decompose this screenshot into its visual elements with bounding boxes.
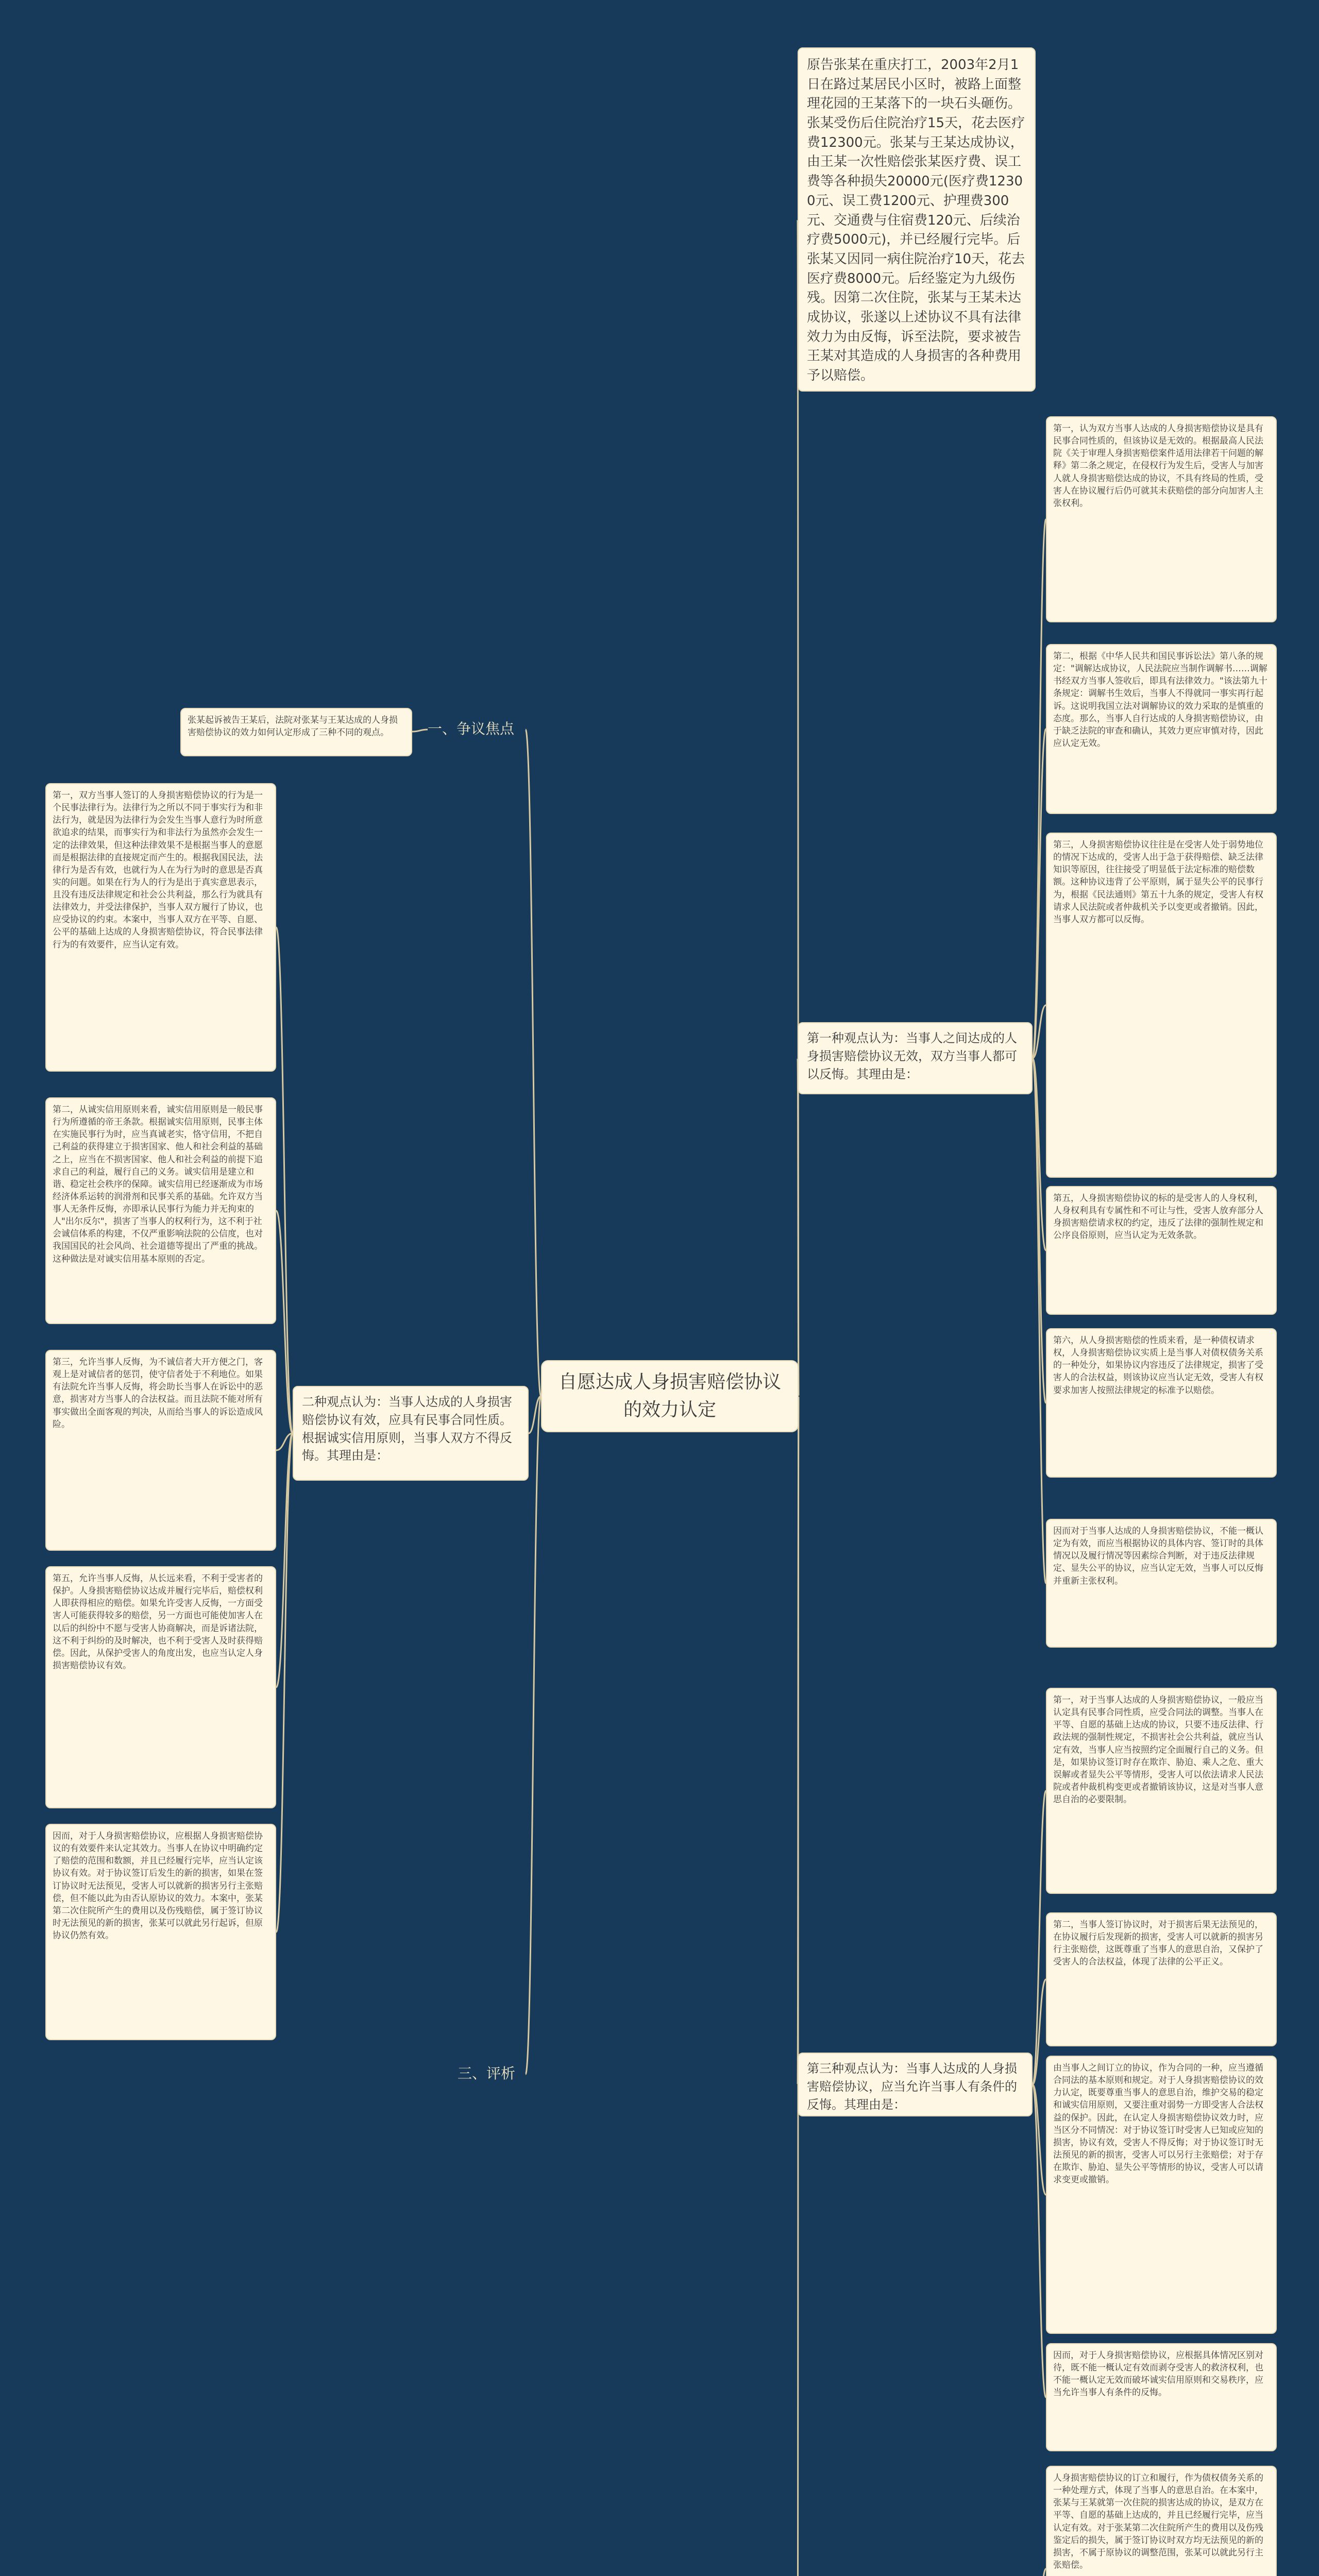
view2-reason[interactable]: 第三，允许当事人反悔，为不诚信者大开方便之门，客观上是对诚信者的惩罚，使守信者处于不利地位。如果有法院允许当事人反悔，将会助长当事人在诉讼中的恶意，损害对方当事人的合法权益。而且法院不能对所有事实做出全面客观的判决，从而给当事人的诉讼造成风险。 — [45, 1350, 276, 1551]
edge-focus-detail — [412, 730, 428, 732]
author-reason[interactable]: 人身损害赔偿协议的订立和履行，作为债权债务关系的一种处理方式，体现了当事人的意思自治。在本案中，张某与王某就第一次住院的损害达成的协议，是双方在平等、自愿的基础上达成的，并且已经履行完毕，应当认定有效。对于张某第二次住院所产生的费用以及伤残鉴定后的损失，属于签订协议时双方均无法预见的新的损害，不属于原协议的调整范围，张某可以就此另行主张赔偿。 — [1046, 2466, 1277, 2576]
view1-reason[interactable]: 第一，认为双方当事人达成的人身损害赔偿协议是具有民事合同性质的，但该协议是无效的。根据最高人民法院《关于审理人身损害赔偿案件适用法律若干问题的解释》第二条之规定，在侵权行为发生后，受害人与加害人就人身损害赔偿达成的协议，不具有终局的性质，受害人在协议履行后仍可就其未获赔偿的部分向加害人主张权利。 — [1046, 416, 1277, 622]
view2-reason[interactable]: 因而，对于人身损害赔偿协议，应根据人身损害赔偿协议的有效要件来认定其效力。当事人在协议中明确约定了赔偿的范围和数额，并且已经履行完毕，应当认定该协议有效。对于协议签订后发生的新的损害，如果在签订协议时无法预见，受害人可以就新的损害另行主张赔偿，但不能以此为由否认原协议的效力。本案中，张某第二次住院所产生的费用以及伤残赔偿，属于签订协议时无法预见的新的损害，张某可以就此另行起诉，但原协议仍然有效。 — [45, 1824, 276, 2040]
view1-label[interactable]: 第一种观点认为：当事人之间达成的人身损害赔偿协议无效，双方当事人都可以反悔。其理由是： — [798, 1022, 1033, 1094]
focus-detail[interactable]: 张某起诉被告王某后，法院对张某与王某达成的人身损害赔偿协议的效力如何认定形成了三种不同的观点。 — [180, 708, 412, 756]
section-view2[interactable]: 二种观点认为：当事人达成的人身损害赔偿协议有效，应具有民事合同性质。根据诚实信用原则，当事人双方不得反悔。其理由是： — [293, 1386, 529, 1481]
view3-reason[interactable]: 第一，对于当事人达成的人身损害赔偿协议，一般应当认定具有民事合同性质，应受合同法的调整。当事人在平等、自愿的基础上达成的协议，只要不违反法律、行政法规的强制性规定，不损害社会公共利益，就应当认定有效，当事人应当按照约定全面履行自己的义务。但是，如果协议签订时存在欺诈、胁迫、乘人之危、重大误解或者显失公平等情形，受害人可以依法请求人民法院或者仲裁机构变更或者撤销该协议，这是对当事人意思自治的必要限制。 — [1046, 1688, 1277, 1894]
root-topic[interactable]: 自愿达成人身损害赔偿协议的效力认定 — [541, 1360, 799, 1432]
edge-view1-reason-0 — [1033, 519, 1046, 1058]
view1-reason[interactable]: 第三，人身损害赔偿协议往往是在受害人处于弱势地位的情况下达成的，受害人出于急于获得赔偿、缺乏法律知识等原因，往往接受了明显低于法定标准的赔偿数额。这种协议违背了公平原则，属于显失公平的民事行为，根据《民法通则》第五十九条的规定，受害人有权请求人民法院或者仲裁机关予以变更或者撤销。因此，当事人双方都可以反悔。 — [1046, 833, 1277, 1178]
view3-reason[interactable]: 第二，当事人签订协议时，对于损害后果无法预见的，在协议履行后发现新的损害，受害人可以就新的损害另行主张赔偿，这既尊重了当事人的意思自治，又保护了受害人的合法权益，体现了法律的公平正义。 — [1046, 1912, 1277, 2046]
view1-reason[interactable]: 第二，根据《中华人民共和国民事诉讼法》第八条的规定："调解达成协议，人民法院应当制作调解书……调解书经双方当事人签收后，即具有法律效力。"该法第九十条规定：调解书生效后，当事人不得就同一事实再行起诉。这说明我国立法对调解协议的效力采取的是慎重的态度。那么，当事人自行达成的人身损害赔偿协议，由于缺乏法院的审查和确认，其效力更应审慎对待，因此应认定无效。 — [1046, 644, 1277, 814]
edge-root-focus — [526, 730, 541, 1396]
edge-root-view1 — [798, 1058, 799, 1396]
view3-reason[interactable]: 由当事人之间订立的协议，作为合同的一种，应当遵循合同法的基本原则和规定。对于人身损害赔偿协议的效力认定，既要尊重当事人的意思自治，维护交易的稳定和诚实信用原则，又要注重对弱势一方即受害人合法权益的保护。因此，在认定人身损害赔偿协议效力时，应当区分不同情况：对于协议签订时受害人已知或应知的损害，协议有效，受害人不得反悔；对于协议签订时无法预见的新的损害，受害人可以另行主张赔偿；对于存在欺诈、胁迫、显失公平等情形的协议，受害人可以请求变更或撤销。 — [1046, 2056, 1277, 2334]
view2-reason[interactable]: 第二，从诚实信用原则来看，诚实信用原则是一般民事行为所遵循的帝王条款。根据诚实信用原则，民事主体在实施民事行为时，应当真诚老实，恪守信用，不把自己利益的获得建立于损害国家、他人和社会利益的基础之上，应当在不损害国家、他人和社会利益的前提下追求自己的利益，履行自己的义务。诚实信用是建立和谐、稳定社会秩序的保障。诚实信用已经逐渐成为市场经济体系运转的润滑剂和民事关系的基础。允许双方当事人无条件反悔，亦即承认民事行为能力并无拘束的人"出尔反尔"，损害了当事人的权利行为，这不利于社会诚信体系的构建，不仅严重影响法院的公信度，也对我国国民的社会风尚、社会道德等提出了严重的挑战。这种做法是对诚实信用基本原则的否定。 — [45, 1097, 276, 1324]
edge-root-comment — [526, 1396, 541, 2074]
view1-reason[interactable]: 第六，从人身损害赔偿的性质来看，是一种债权请求权，人身损害赔偿协议实质上是当事人对债权债务关系的一种处分，如果协议内容违反了法律规定，损害了受害人的合法权益，则该协议应当认定无效，受害人有权要求加害人按照法律规定的标准予以赔偿。 — [1046, 1328, 1277, 1478]
edge-opinion-reason-0 — [1033, 2569, 1046, 2576]
section-label-focus[interactable]: 一、争议焦点 — [428, 720, 515, 737]
view3-label[interactable]: 第三种观点认为：当事人达成的人身损害赔偿协议，应当允许当事人有条件的反悔。其理由是： — [798, 2053, 1033, 2116]
view2-reason[interactable]: 第五，允许当事人反悔，从长远来看，不利于受害者的保护。人身损害赔偿协议达成并履行完毕后，赔偿权利人即获得相应的赔偿。如果允许受害人反悔，一方面受害人可能获得较多的赔偿，另一方面也可能使加害人在以后的纠纷中不愿与受害人协商解决，而是诉诸法院，这不利于纠纷的及时解决，也不利于受害人及时获得赔偿。因此，从保护受害人的角度出发，也应当认定人身损害赔偿协议有效。 — [45, 1566, 276, 1808]
view3-reason[interactable]: 因而，对于人身损害赔偿协议，应根据具体情况区别对待，既不能一概认定有效而剥夺受害人的救济权利，也不能一概认定无效而破坏诚实信用原则和交易秩序，应当允许当事人有条件的反悔。 — [1046, 2343, 1277, 2451]
edge-root-opinion — [798, 1396, 799, 2576]
section-label-comment[interactable]: 三、评析 — [458, 2065, 516, 2082]
view1-reason[interactable]: 因而对于当事人达成的人身损害赔偿协议，不能一概认定为有效，而应当根据协议的具体内容、签订时的具体情况以及履行情况等因素综合判断，对于违反法律规定、显失公平的协议，应当认定无效，当事人可以反悔并重新主张权利。 — [1046, 1519, 1277, 1648]
edge-view2-reason-1 — [276, 1211, 293, 1433]
case-intro[interactable]: 原告张某在重庆打工，2003年2月1日在路过某居民小区时，被路上面整理花园的王某落下的一块石头砸伤。张某受伤后住院治疗15天，花去医疗费12300元。张某与王某达成协议，由王某一次性赔偿张某医疗费、误工费等各种损失20000元(医疗费12300元、误工费1200元、护理费300元、交通费与住宿费120元、后续治疗费5000元)，并已经履行完毕。后张某又因同一病住院治疗10天，花去医疗费8000元。后经鉴定为九级伤残。因第二次住院，张某与王某未达成协议，张遂以上述协议不具有法律效力为由反悔，诉至法院，要求被告王某对其造成的人身损害的各种费用予以赔偿。 — [798, 47, 1036, 392]
edge-view2-reason-0 — [276, 927, 293, 1433]
view1-reason[interactable]: 第五，人身损害赔偿协议的标的是受害人的人身权利，人身权利具有专属性和不可让与性，受害人放弃部分人身损害赔偿请求权的约定，违反了法律的强制性规定和公序良俗原则，应当认定为无效条款。 — [1046, 1186, 1277, 1315]
view2-reason[interactable]: 第一，双方当事人签订的人身损害赔偿协议的行为是一个民事法律行为。法律行为之所以不同于事实行为和非法行为，就是因为法律行为会发生当事人意行为时所意欲追求的结果，而事实行为和非法行为虽然亦会发生一定的法律效果，但这种法律效果不是根据当事人的意愿而是根据法律的直接规定而产生的。根据我国民法，法律行为是否有效，也就行为人在为行为时的意思是否真实的问题。如果在行为人的行为是出于真实意思表示，且没有违反法律规定和社会公共利益，那么行为就具有法律效力，并受法律保护，当事人双方履行了协议，也应受协议的约束。本案中，当事人双方在平等、自愿、公平的基础上达成的人身损害赔偿协议，符合民事法律行为的有效要件，应当认定有效。 — [45, 783, 276, 1072]
